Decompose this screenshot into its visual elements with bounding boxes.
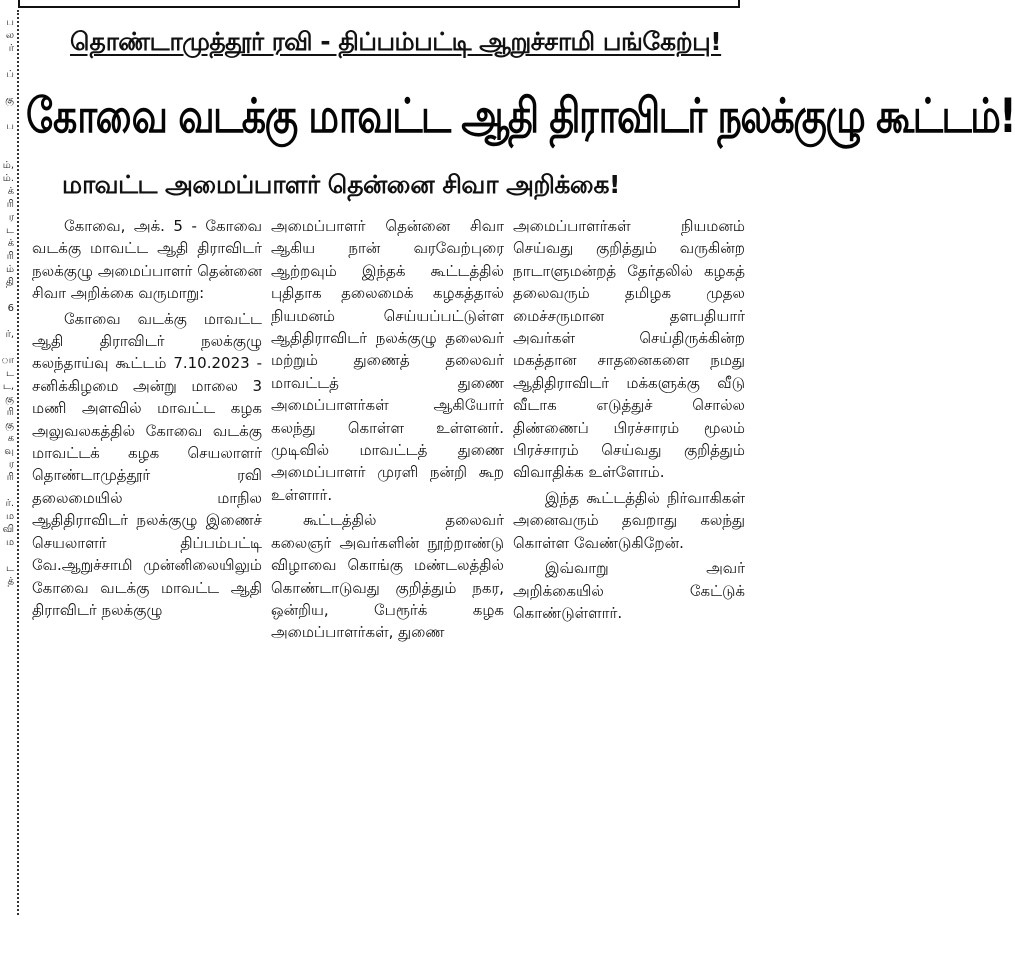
- margin-fragment: ர்: [8, 43, 14, 54]
- margin-fragment: [0, 549, 16, 562]
- margin-fragment: 6: [7, 303, 14, 314]
- margin-fragment: [0, 289, 16, 302]
- margin-fragment: ட: [6, 368, 14, 379]
- margin-fragment: [0, 133, 16, 146]
- margin-fragment: வி: [2, 524, 14, 535]
- margin-fragment: ரி: [6, 472, 14, 483]
- margin-fragment: கு: [5, 394, 14, 405]
- margin-fragment: கு: [5, 95, 14, 106]
- paragraph: கோவை வடக்கு மாவட்ட ஆதி திராவிடர் நலக்குழு கலந்தாய்வு கூட்டம் 7.10.2023 - சனிக்கிழமை அன்று மாலை 3 மணி அளவில் மாவட்ட கழக அலுவலகத்தில் கோவை வடக்கு மாவட்டக் கழக செயலாளர் தொண்டாமுத்தூர் ரவி தலைமையில் மாநில ஆதிதிராவிடர் நலக்குழு இணைச் செயலாளர் திப்பம்பட்டி வே.ஆறுச்சாமி முன்னிலையிலும் கோவை வடக்கு மாவட்ட ஆதி திராவிடர் நலக்குழு: [32, 309, 262, 619]
- margin-fragment: ர்,: [5, 329, 14, 340]
- article-column-2: [271, 215, 504, 644]
- margin-fragment: ா: [1, 355, 14, 366]
- margin-fragment: வு: [4, 446, 14, 457]
- margin-fragment: [0, 315, 16, 328]
- margin-fragment: தி: [5, 277, 14, 288]
- column-divider: [17, 10, 19, 915]
- margin-fragment: ம்: [5, 264, 14, 275]
- margin-fragment: ட: [6, 563, 14, 574]
- margin-fragment: ட,: [2, 381, 14, 392]
- margin-fragment: ப: [6, 17, 14, 28]
- paragraph: இந்த கூட்டத்தில் நிர்வாகிகள் அனைவரும் தவறாது கலந்து கொள்ள வேண்டுகிறேன்.: [513, 488, 745, 552]
- margin-fragment: ம்,: [2, 160, 14, 171]
- main-headline: கோவை வடக்கு மாவட்ட ஆதி திராவிடர் நலக்குழு கூட்டம்!: [26, 88, 1015, 143]
- article-column-1: [32, 215, 262, 621]
- margin-fragment: கு: [5, 420, 14, 431]
- top-frame-border: [18, 0, 740, 8]
- margin-fragment: ர: [8, 212, 14, 223]
- margin-fragment: த்: [7, 576, 14, 587]
- margin-fragment: ம: [5, 511, 14, 522]
- margin-fragment: க்: [7, 238, 14, 249]
- margin-fragment: [0, 55, 16, 68]
- margin-fragment: ல: [5, 30, 14, 41]
- margin-fragment: ம்.: [2, 173, 14, 184]
- margin-fragment: க: [7, 433, 14, 444]
- article-column-3: [513, 215, 745, 624]
- adjacent-column-fragments: [0, 0, 16, 965]
- paragraph: அமைப்பாளர் தென்னை சிவா ஆகிய நான் வரவேற்புரை ஆற்றவும் இந்தக் கூட்டத்தில் புதிதாக தலைமைக் கழகத்தால் நியமனம் செய்யப்பட்டுள்ள ஆதிதிராவிடர் நலக்குழு தலைவர் மற்றும் துணைத் தலைவர் மாவட்டத் துணை அமைப்பாளர்கள் ஆகியோர் கலந்து கொள்ள உள்ளனர். முடிவில் மாவட்டத் துணை அமைப்பாளர் முரளி நன்றி கூற உள்ளார்.: [271, 217, 504, 504]
- margin-fragment: ப: [6, 121, 14, 132]
- margin-fragment: ர்.: [5, 498, 14, 509]
- paragraph: கோவை, அக். 5 - கோவை வடக்கு மாவட்ட ஆதி திராவிடர் நலக்குழு அமைப்பாளர் தென்னை சிவா அறிக்கை வருமாறு:: [32, 217, 262, 303]
- kicker-headline: தொண்டாமுத்தூர் ரவி - திப்பம்பட்டி ஆறுச்சாமி பங்கேற்பு!: [70, 27, 722, 56]
- margin-fragment: க்: [7, 186, 14, 197]
- paragraph: இவ்வாறு அவர் அறிக்கையில் கேட்டுக் கொண்டுள்ளார்.: [513, 559, 745, 622]
- margin-fragment: ர: [8, 459, 14, 470]
- margin-fragment: [0, 107, 16, 120]
- margin-fragment: [0, 341, 16, 354]
- margin-fragment: ரி: [6, 407, 14, 418]
- margin-fragment: ரி: [6, 199, 14, 210]
- margin-fragment: [0, 146, 16, 159]
- margin-fragment: [0, 81, 16, 94]
- margin-fragment: ட: [6, 225, 14, 236]
- paragraph: கூட்டத்தில் தலைவர் கலைஞர் அவர்களின் நூற்றாண்டு விழாவை கொங்கு மண்டலத்தில் கொண்டாடுவது குறித்தும் நகர, ஒன்றிய, பேரூர்க் கழக அமைப்பாளர்கள், துணை: [271, 511, 504, 642]
- margin-fragment: [0, 484, 16, 497]
- margin-fragment: ம: [5, 537, 14, 548]
- sub-headline: மாவட்ட அமைப்பாளர் தென்னை சிவா அறிக்கை!: [62, 170, 620, 199]
- margin-fragment: ப்: [6, 69, 14, 80]
- margin-fragment: ரி: [6, 251, 14, 262]
- paragraph: அமைப்பாளர்கள் நியமனம் செய்வது குறித்தும் வருகின்ற நாடாளுமன்றத் தேர்தலில் கழகத் தலைவரும் தமிழக முதல மைச்சருமான தளபதியார் அவர்கள் செய்திருக்கின்ற மகத்தான சாதனைகளை நமது ஆதிதிராவிடர் மக்களுக்கு வீடு வீடாக எடுத்துச் சொல்ல திண்ணைப் பிரச்சாரம் மூலம் பிரச்சாரம் செய்வது குறித்தும் விவாதிக்க உள்ளோம்.: [513, 217, 745, 482]
